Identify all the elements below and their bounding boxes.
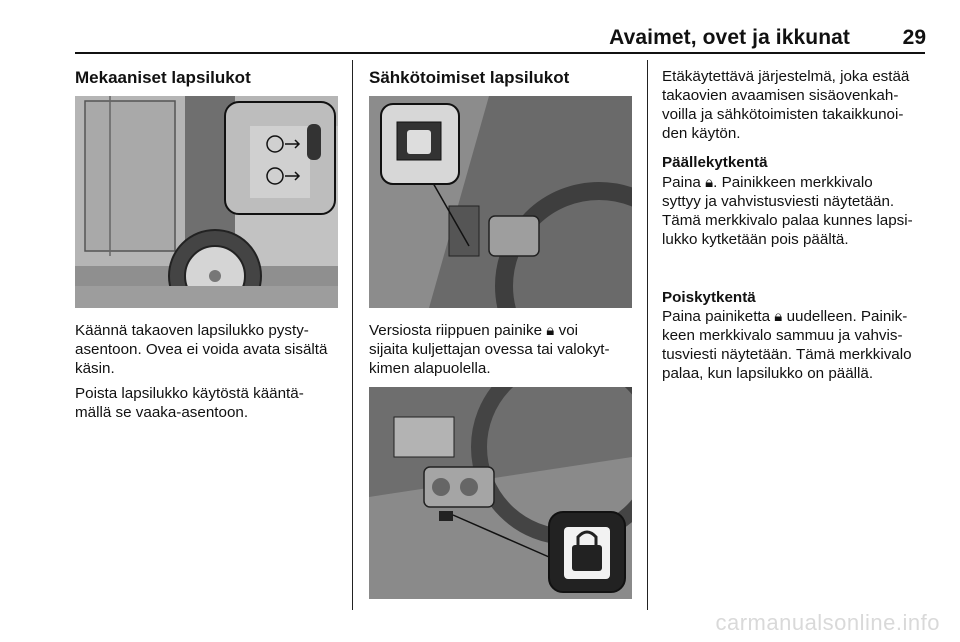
text-line: Käännä takaoven lapsilukko pysty- [75,322,309,339]
text-line: Versiosta riippuen painike 🔒︎ voi [369,322,579,339]
mechanical-lock-paragraph-2 [75,384,304,422]
text-line: lukko kytketään pois päältä. [662,231,849,248]
text-line: Paina 🔒︎. Painikkeen merkkivalo [662,174,873,191]
header-divider [75,52,925,54]
switch-on-paragraph [662,173,913,249]
mechanical-lock-paragraph-1 [75,321,327,378]
text-line: Paina painiketta 🔒︎ uudelleen. Painik- [662,308,908,325]
page-number: 29 [902,26,926,49]
figure-rear-door-child-lock [75,96,338,308]
text-line: sijaita kuljettajan ovessa tai valokyt- [369,341,610,358]
switch-off-paragraph [662,307,912,383]
text-line: Etäkäytettävä järjestelmä, joka estää [662,68,910,85]
text-line: den käytön. [662,125,741,142]
figure-driver-door-switch [369,96,632,308]
section-heading-electric-locks: Sähkötoimiset lapsilukot [369,68,570,87]
text-line: käsin. [75,360,115,377]
text-line: takaovien avaamisen sisäovenkah- [662,87,899,104]
text-line: keen merkkivalo sammuu ja vahvis- [662,327,903,344]
watermark: carmanualsonline.info [715,610,940,635]
text-line: syttyy ja vahvistusviesti näytetään. [662,193,895,210]
section-heading-mechanical-locks: Mekaaniset lapsilukot [75,68,251,87]
text-line: mällä se vaaka-asentoon. [75,404,249,421]
text-line: palaa, kun lapsilukko on päällä. [662,365,874,382]
text-line: Poista lapsilukko käytöstä kääntä- [75,385,304,402]
text-line: tusviesti näytetään. Tämä merkkivalo [662,346,912,363]
remote-system-paragraph [662,67,909,143]
text-line: Tämä merkkivalo palaa kunnes lapsi- [662,212,913,229]
page-header-title: Avaimet, ovet ja ikkunat [609,26,850,49]
subheading-switch-off: Poiskytkentä [662,289,756,306]
column-divider-2 [647,60,648,610]
electric-lock-location-paragraph [369,321,610,378]
text-line: kimen alapuolella. [369,360,491,377]
subheading-switch-on: Päällekytkentä [662,154,768,171]
column-divider-1 [352,60,353,610]
text-line: asentoon. Ovea ei voida avata sisältä [75,341,328,358]
text-line: voilla ja sähkötoimisten takaikkunoi- [662,106,904,123]
figure-dashboard-switch [369,387,632,599]
